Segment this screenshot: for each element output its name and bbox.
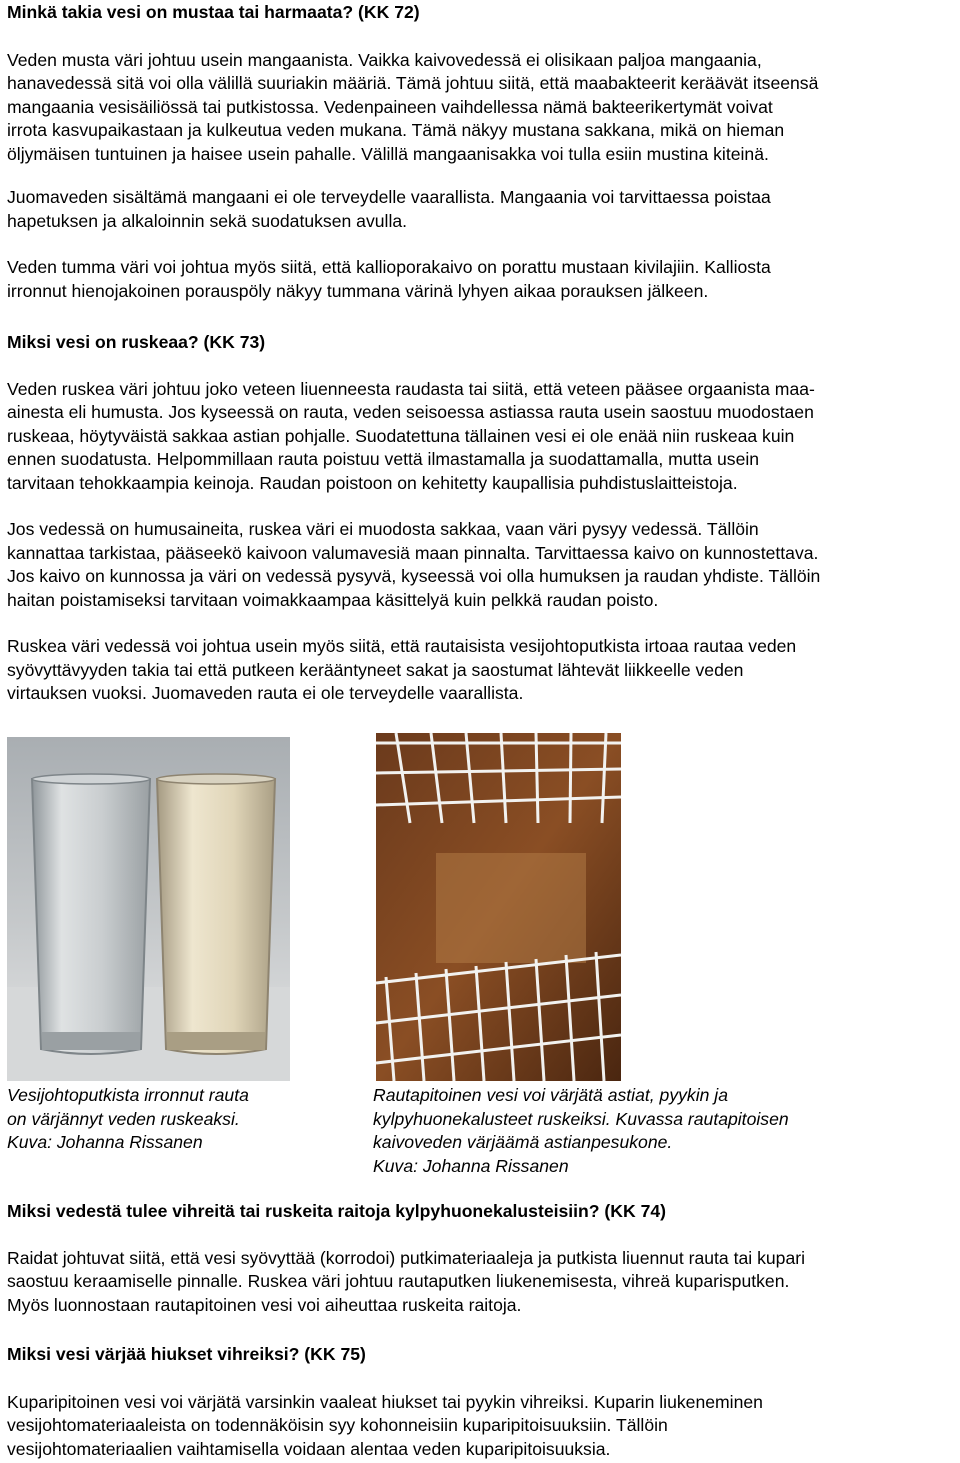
caption-line: Vesijohtoputkista irronnut rauta [7,1085,249,1105]
section-green-hair [7,1343,763,1461]
figure-caption [7,1084,249,1155]
text-line: Kuparipitoinen vesi voi värjätä varsinkin vaaleat hiukset tai pyykin vihreiksi. Kuparin liukeneminen [7,1391,763,1412]
caption-line: Kuva: Johanna Rissanen [7,1132,203,1152]
text-line: ruskeaa, höytyväistä sakkaa astian pohjalle. Suodatettuna tällainen vesi ei ole enää niin ruskeaa kuin [7,425,795,446]
paragraph [7,518,820,612]
paragraph [7,256,818,303]
text-line: haitan poistamiseksi tarvitaan voimakkaampaa käsittelyä kuin pelkkä raudan poisto. [7,589,659,610]
figure-caption [373,1084,789,1178]
caption-line: on värjännyt veden ruskeaksi. [7,1108,240,1129]
text-line: ainesta eli humusta. Jos kyseessä on rauta, veden seisoessa astiassa rauta usein saostuu muodostaen [7,402,814,422]
section-brown-water [7,331,820,706]
paragraph [7,186,818,233]
text-line: ennen suodatusta. Helpommillaan rauta poistuu vettä ilmastamalla ja suodattamalla, mutta usein [7,449,760,469]
text-line: hapetuksen ja alkaloinnin sekä suodatuksen avulla. [7,210,408,231]
paragraph [7,1247,805,1318]
text-line: Ruskea väri vedessä voi johtua usein myös siitä, että rautaisista vesijohtoputkista irtoaa rautaa veden [7,636,797,656]
text-line: saostuu keraamiselle pinnalle. Ruskea väri johtuu rautaputken liukenemisesta, vihreä kuparisputken. [7,1271,790,1291]
text-line: virtauksen vuoksi. Juomaveden rauta ei ole terveydelle vaarallista. [7,683,524,703]
paragraph [7,49,818,167]
section-stains [7,1200,805,1317]
caption-line: Kuva: Johanna Rissanen [373,1155,569,1176]
text-line: Veden ruskea väri johtuu joko veteen liuenneesta raudasta tai siitä, että veteen pääsee orgaanista maa- [7,378,815,399]
section-heading: Minkä takia vesi on mustaa tai harmaata? (KK 72) [7,2,420,22]
section-heading: Miksi vesi värjää hiukset vihreiksi? (KK 75) [7,1344,366,1364]
paragraph [7,1391,763,1462]
text-line: Raidat johtuvat siitä, että vesi syövyttää (korrodoi) putkimateriaaleja ja putkista liuennut rauta tai kupari [7,1247,805,1268]
text-line: kannattaa tarkistaa, pääseekö kaivoon valumavesiä maan pinnalta. Tarvittaessa kaivo on kunnostettava. [7,542,819,563]
section-black-water [7,1,818,303]
text-line: hanavedessä sitä voi olla välillä suuriakin määriä. Tämä johtuu siitä, että maabakteerit keräävät itseensä [7,73,819,93]
text-line: Veden musta väri johtuu usein mangaanista. Vaikka kaivovedessä ei olisikaan paljoa mangaania, [7,49,762,70]
caption-line: kylpyhuonekalusteet ruskeiksi. Kuvassa rautapitoisen [373,1108,789,1129]
text-line: öljymäisen tuntuinen ja haisee usein pahalle. Välillä mangaanisakka voi tulla esiin mustina kiteinä. [7,143,769,164]
paragraph [7,635,820,706]
text-line: syövyttävyyden takia tai että putkeen kerääntyneet sakat ja saostumat lähtevät liikkeelle veden [7,659,744,680]
caption-line: Rautapitoinen vesi voi värjätä astiat, pyykin ja [373,1085,728,1105]
text-line: Juomaveden sisältämä mangaani ei ole terveydelle vaarallista. Mangaania voi tarvittaessa poistaa [7,187,771,207]
text-line: Jos kaivo on kunnossa ja väri on vedessä pysyvä, kyseessä voi olla humuksen ja raudan yhdiste. Tällöin [7,566,821,586]
text-line: Veden tumma väri voi johtua myös siitä, että kallioporakaivo on porattu mustaan kivilajiin. Kalliosta [7,257,771,277]
text-line: irronnut hienojakoinen porauspöly näkyy tummana värinä lyhyen aikaa porauksen jälkeen. [7,280,709,301]
dishwasher-interior-photo [376,733,621,1081]
section-heading: Miksi vesi on ruskeaa? (KK 73) [7,332,266,352]
text-line: mangaania vesisäiliössä tai putkistossa. Vedenpaineen vaihdellessa nämä bakteerikertymät voivat [7,96,773,117]
text-line: vesijohtomateriaalien vaihtamisella voidaan alentaa veden kuparipitoisuuksia. [7,1438,611,1459]
section-heading: Miksi vedestä tulee vihreitä tai ruskeita raitoja kylpyhuonekalusteisiin? (KK 74) [7,1201,667,1221]
two-water-glasses-photo [7,737,290,1081]
text-line: Jos vedessä on humusaineita, ruskea väri ei muodosta sakkaa, vaan väri pysyy vedessä. Tällöin [7,519,759,539]
text-line: Myös luonnostaan rautapitoinen vesi voi aiheuttaa ruskeita raitoja. [7,1294,522,1315]
text-line: tarvitaan tehokkaampia keinoja. Raudan poistoon on kehitetty kaupallisia puhdistuslaitteistoja. [7,472,738,493]
paragraph [7,378,820,496]
caption-line: kaivoveden värjäämä astianpesukone. [373,1132,673,1152]
text-line: irrota kasvupaikastaan ja kulkeutua veden mukana. Tämä näkyy mustana sakkana, mikä on hieman [7,120,785,140]
text-line: vesijohtomateriaaleista on todennäköisin syy kohonneisiin kuparipitoisuuksiin. Tällöin [7,1415,668,1435]
